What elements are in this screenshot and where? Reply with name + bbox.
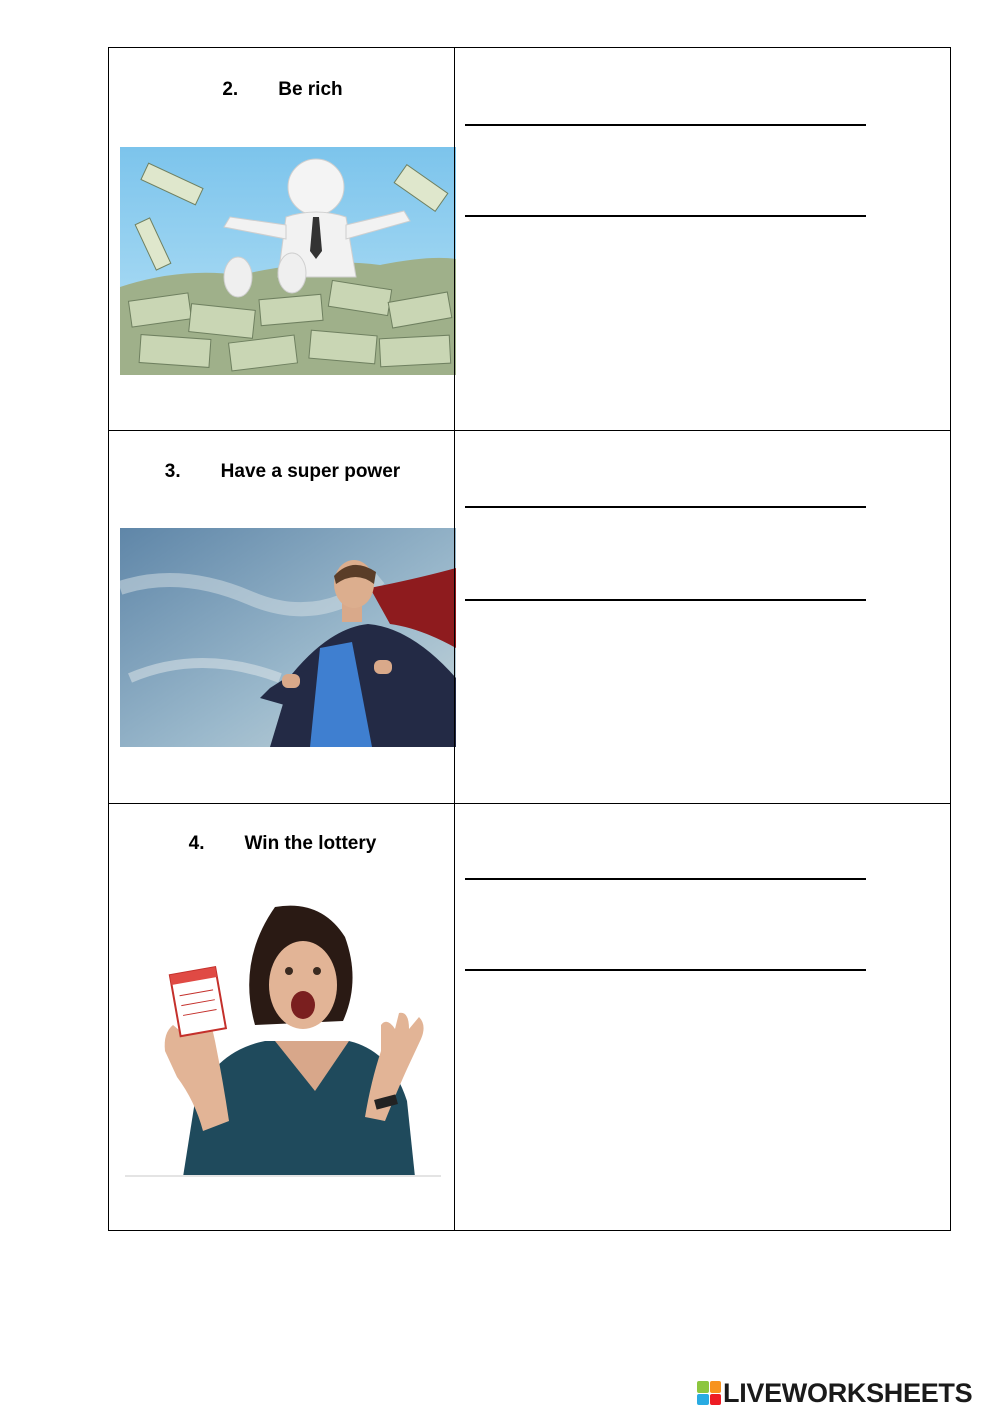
answer-line[interactable]	[465, 878, 866, 880]
lottery-winner-image	[125, 901, 441, 1177]
answer-line[interactable]	[465, 215, 866, 217]
prompt-title: Be rich	[278, 79, 343, 100]
row-be-rich	[108, 47, 951, 431]
prompt-title: Have a super power	[220, 461, 401, 482]
prompt-cell	[108, 47, 455, 431]
prompt-cell	[108, 803, 455, 1231]
answer-line[interactable]	[465, 969, 866, 971]
liveworksheets-logo	[697, 1377, 972, 1409]
prompt-heading	[109, 79, 456, 101]
prompt-cell	[108, 431, 455, 804]
answer-cell	[454, 803, 951, 1231]
answer-cell	[454, 47, 951, 431]
superhero-image	[120, 528, 456, 747]
worksheet-table	[108, 47, 951, 1231]
prompt-number: 4.	[188, 833, 205, 854]
prompt-title: Win the lottery	[244, 833, 377, 854]
prompt-number: 2.	[222, 79, 239, 100]
answer-cell	[454, 431, 951, 804]
answer-line[interactable]	[465, 506, 866, 508]
row-lottery	[108, 803, 951, 1231]
logo-icon	[697, 1381, 721, 1405]
prompt-heading	[109, 833, 456, 855]
prompt-number: 3.	[164, 461, 181, 482]
prompt-heading	[109, 461, 456, 483]
row-super-power	[108, 431, 951, 804]
answer-line[interactable]	[465, 124, 866, 126]
answer-line[interactable]	[465, 599, 866, 601]
logo-text: LIVEWORKSHEETS	[723, 1377, 973, 1408]
money-pile-image	[120, 147, 456, 375]
